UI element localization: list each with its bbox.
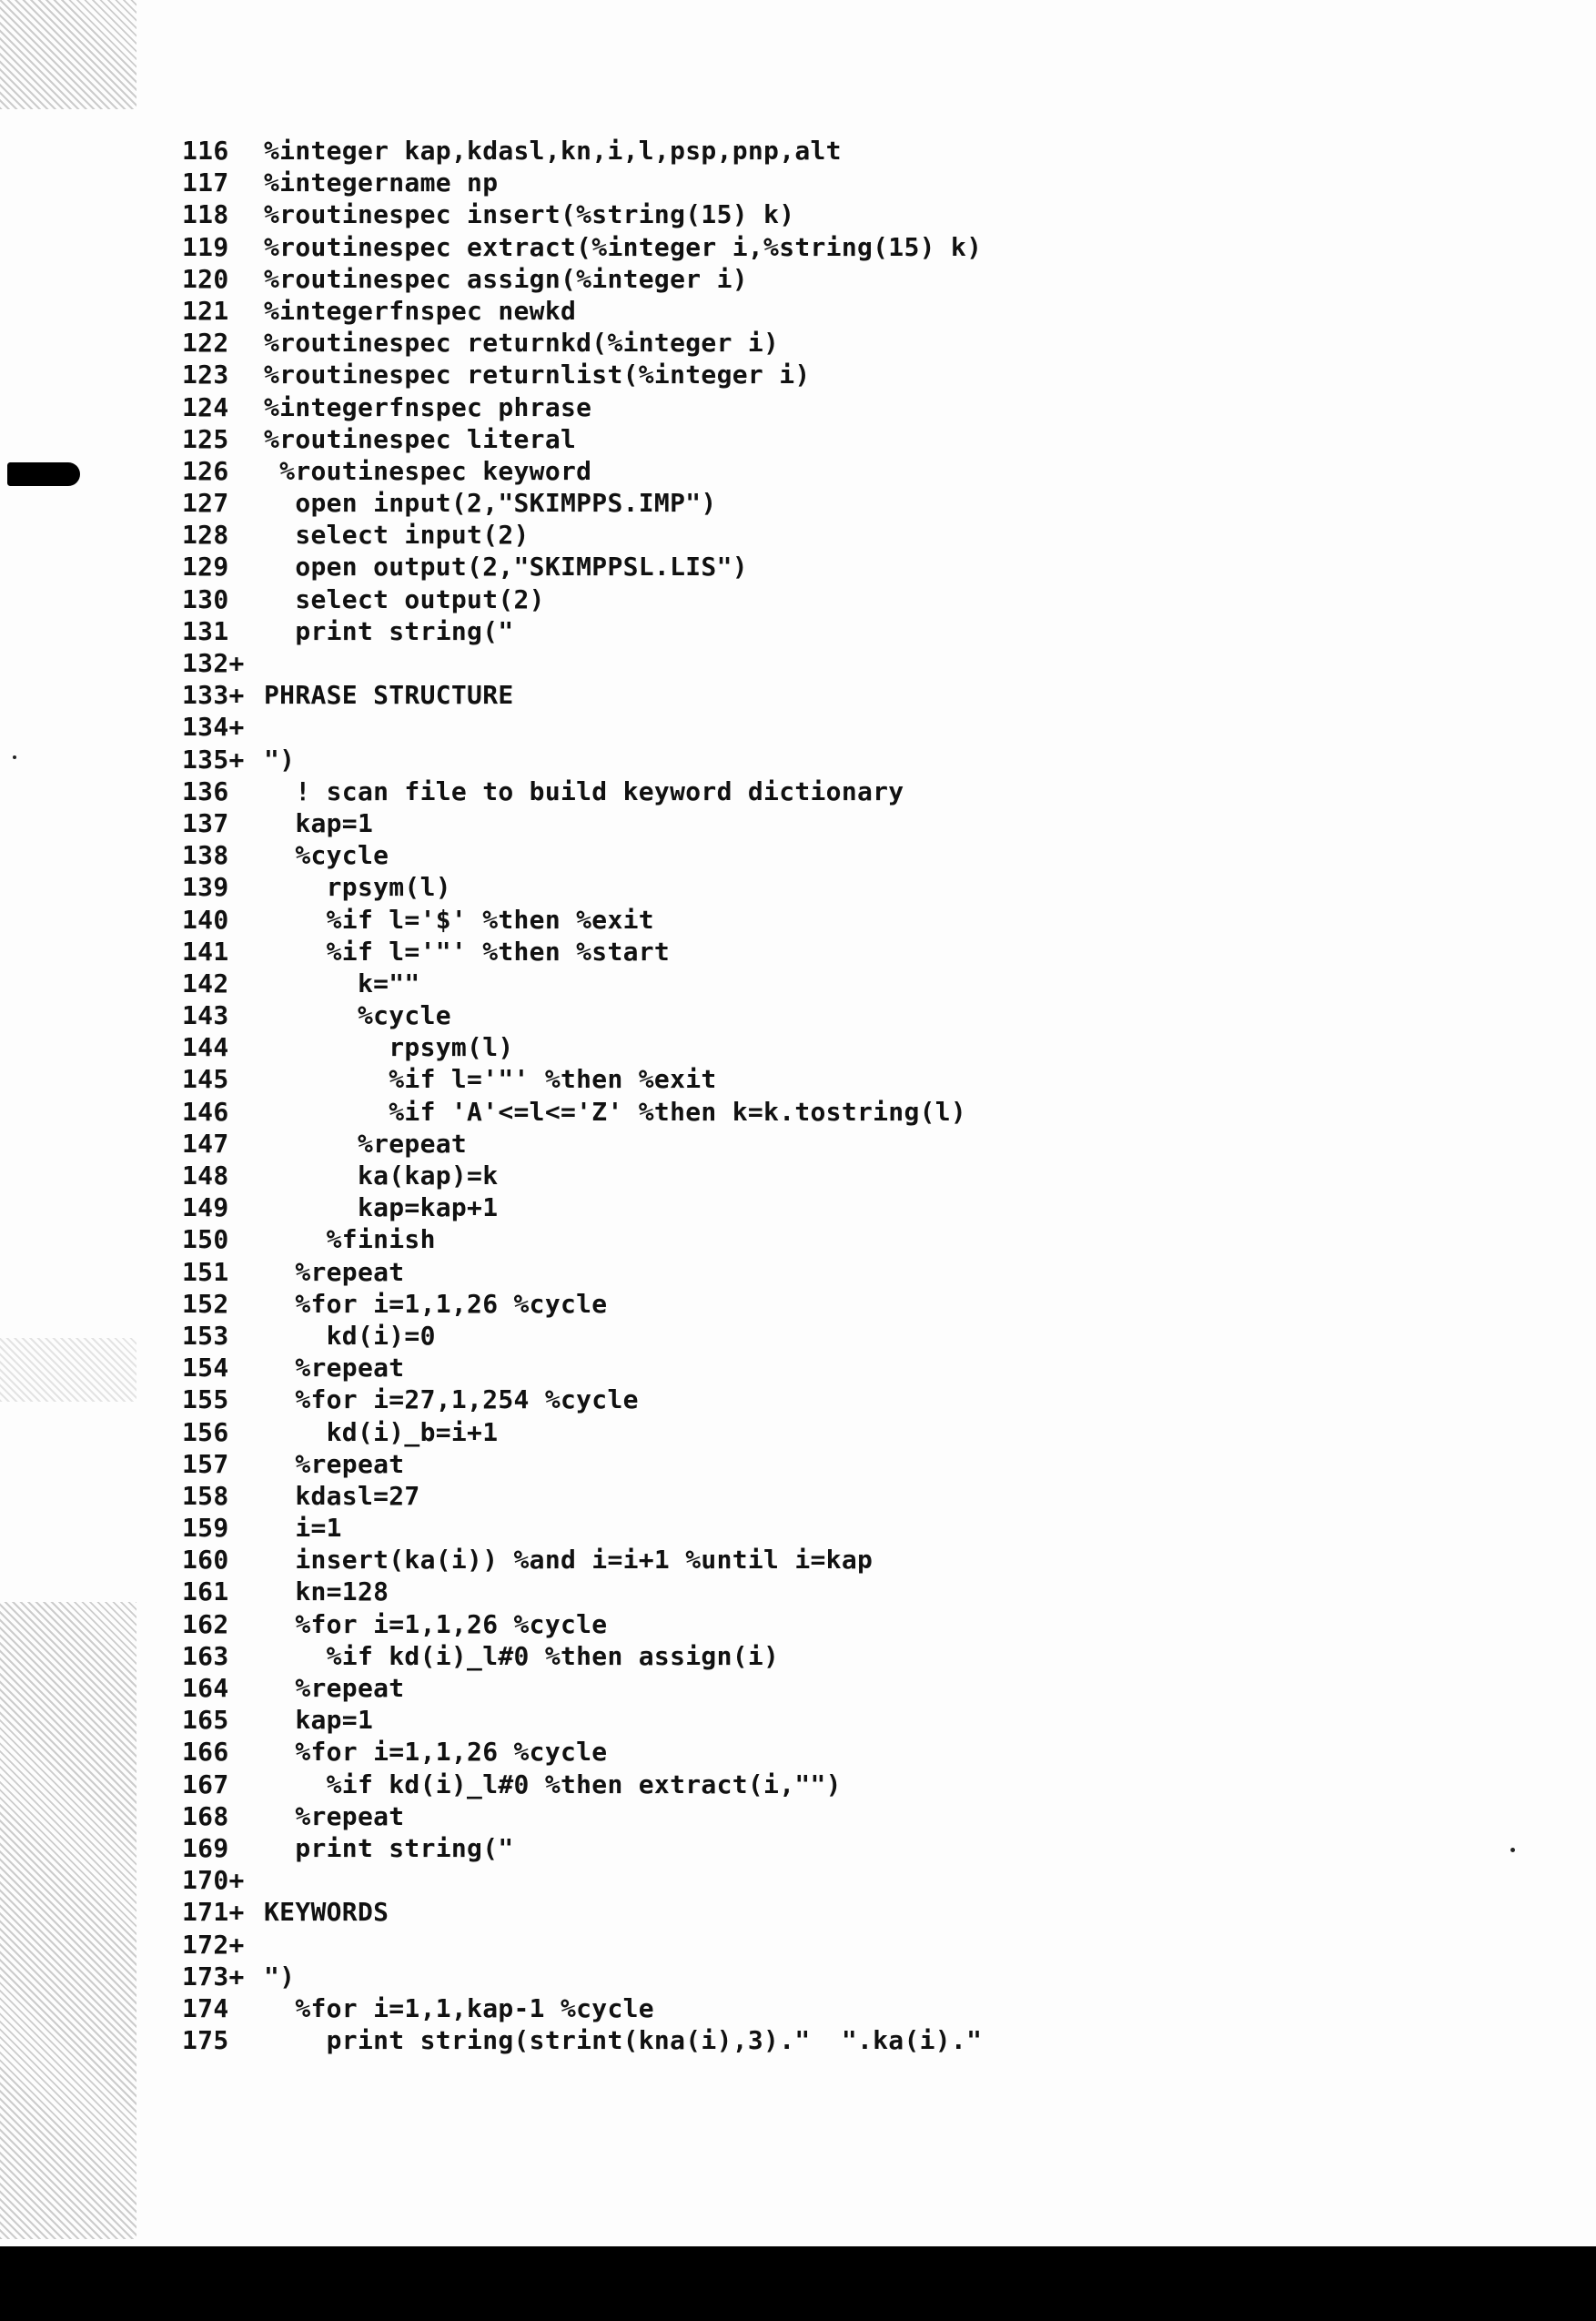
code-line bbox=[182, 263, 982, 295]
line-number: 170+ bbox=[182, 1865, 245, 1896]
code-line bbox=[182, 1608, 982, 1640]
line-code: %for i=1,1,26 %cycle bbox=[264, 1608, 608, 1639]
line-number: 173+ bbox=[182, 1961, 245, 1992]
line-number: 136 bbox=[182, 775, 229, 806]
line-number: 125 bbox=[182, 423, 229, 454]
line-code: %if l='"' %then %start bbox=[264, 936, 671, 967]
code-line bbox=[182, 455, 982, 487]
line-code: %repeat bbox=[264, 1256, 405, 1287]
line-number: 127 bbox=[182, 488, 229, 519]
line-code: kap=1 bbox=[264, 807, 374, 838]
line-code: %routinespec returnlist(%integer i) bbox=[264, 360, 811, 390]
line-code: open input(2,"SKIMPPS.IMP") bbox=[264, 488, 717, 519]
scan-bottom-edge bbox=[0, 2246, 1596, 2321]
scan-speck bbox=[13, 755, 16, 759]
line-code: print string(" bbox=[264, 1832, 514, 1863]
code-line bbox=[182, 231, 982, 263]
line-number: 165 bbox=[182, 1705, 229, 1736]
code-line bbox=[182, 1256, 982, 1288]
line-code: %repeat bbox=[264, 1800, 405, 1831]
line-code: %routinespec extract(%integer i,%string(15) k) bbox=[264, 231, 983, 262]
code-line bbox=[182, 487, 982, 519]
code-line bbox=[182, 744, 982, 775]
line-number: 157 bbox=[182, 1448, 229, 1479]
code-line bbox=[182, 1416, 982, 1448]
line-number: 163 bbox=[182, 1640, 229, 1671]
code-line bbox=[182, 2024, 982, 2056]
line-code: %cycle bbox=[264, 840, 389, 871]
code-line bbox=[182, 1191, 982, 1223]
line-code: %routinespec literal bbox=[264, 423, 577, 454]
code-line bbox=[182, 1736, 982, 1768]
line-code: %for i=27,1,254 %cycle bbox=[264, 1384, 639, 1415]
line-number: 161 bbox=[182, 1576, 229, 1607]
code-line bbox=[182, 775, 982, 807]
code-line bbox=[182, 359, 982, 390]
line-code: %for i=1,1,26 %cycle bbox=[264, 1288, 608, 1319]
line-number: 123 bbox=[182, 360, 229, 390]
line-code: %if 'A'<=l<='Z' %then k=k.tostring(l) bbox=[264, 1096, 967, 1127]
code-line bbox=[182, 423, 982, 455]
code-line bbox=[182, 1031, 982, 1063]
line-number: 162 bbox=[182, 1608, 229, 1639]
code-line bbox=[182, 904, 982, 936]
line-number: 158 bbox=[182, 1480, 229, 1511]
code-line bbox=[182, 936, 982, 968]
line-number: 160 bbox=[182, 1545, 229, 1576]
line-code: %cycle bbox=[264, 1000, 451, 1031]
line-number: 151 bbox=[182, 1256, 229, 1287]
line-code: rpsym(l) bbox=[264, 872, 451, 903]
line-code: %routinespec insert(%string(15) k) bbox=[264, 199, 795, 230]
line-code: %repeat bbox=[264, 1673, 405, 1703]
line-number: 155 bbox=[182, 1384, 229, 1415]
line-number: 174 bbox=[182, 1992, 229, 2023]
line-code: select output(2) bbox=[264, 583, 545, 614]
line-number: 120 bbox=[182, 263, 229, 294]
code-line bbox=[182, 871, 982, 903]
line-number: 141 bbox=[182, 936, 229, 967]
line-code: insert(ka(i)) %and i=i+1 %until i=kap bbox=[264, 1545, 874, 1576]
line-number: 168 bbox=[182, 1800, 229, 1831]
code-line bbox=[182, 1160, 982, 1191]
line-code: ") bbox=[264, 1961, 296, 1992]
code-line bbox=[182, 167, 982, 198]
line-number: 117 bbox=[182, 167, 229, 198]
code-line bbox=[182, 551, 982, 583]
line-code: kn=128 bbox=[264, 1576, 389, 1607]
line-number: 150 bbox=[182, 1224, 229, 1255]
line-number: 140 bbox=[182, 904, 229, 935]
line-code: kap=1 bbox=[264, 1705, 374, 1736]
line-code: ka(kap)=k bbox=[264, 1160, 499, 1191]
line-code: %if l='"' %then %exit bbox=[264, 1064, 717, 1095]
code-line bbox=[182, 327, 982, 359]
code-line bbox=[182, 198, 982, 230]
code-line bbox=[182, 839, 982, 871]
line-number: 119 bbox=[182, 231, 229, 262]
line-number: 147 bbox=[182, 1128, 229, 1159]
line-number: 164 bbox=[182, 1673, 229, 1703]
line-number: 139 bbox=[182, 872, 229, 903]
code-line bbox=[182, 1832, 982, 1864]
code-line bbox=[182, 1961, 982, 1992]
line-code: %routinespec keyword bbox=[264, 455, 592, 486]
code-line bbox=[182, 1544, 982, 1576]
scan-noise-mid bbox=[0, 1338, 136, 1402]
code-line bbox=[182, 1672, 982, 1704]
code-line bbox=[182, 1929, 982, 1961]
line-number: 142 bbox=[182, 968, 229, 998]
code-line bbox=[182, 711, 982, 743]
line-code: %if kd(i)_l#0 %then extract(i,"") bbox=[264, 1769, 842, 1799]
line-number: 134+ bbox=[182, 712, 245, 743]
line-code: select input(2) bbox=[264, 520, 530, 551]
code-line bbox=[182, 1448, 982, 1480]
code-line bbox=[182, 999, 982, 1031]
punch-hole-mark bbox=[7, 462, 80, 486]
line-number: 133+ bbox=[182, 680, 245, 711]
line-code: KEYWORDS bbox=[264, 1897, 389, 1928]
line-number: 124 bbox=[182, 391, 229, 422]
line-code: PHRASE STRUCTURE bbox=[264, 680, 514, 711]
scan-noise-top bbox=[0, 0, 136, 109]
line-code: %if l='$' %then %exit bbox=[264, 904, 654, 935]
line-number: 146 bbox=[182, 1096, 229, 1127]
line-code: open output(2,"SKIMPPSL.LIS") bbox=[264, 552, 748, 583]
line-number: 175 bbox=[182, 2025, 229, 2056]
code-line bbox=[182, 1223, 982, 1255]
line-code: print string(" bbox=[264, 615, 514, 646]
code-line bbox=[182, 968, 982, 999]
line-code: %routinespec assign(%integer i) bbox=[264, 263, 748, 294]
code-line bbox=[182, 1063, 982, 1095]
code-listing bbox=[182, 135, 982, 2056]
line-number: 156 bbox=[182, 1416, 229, 1447]
line-number: 137 bbox=[182, 807, 229, 838]
code-line bbox=[182, 1320, 982, 1352]
code-line bbox=[182, 1769, 982, 1800]
line-number: 159 bbox=[182, 1513, 229, 1544]
code-line bbox=[182, 1288, 982, 1320]
line-number: 131 bbox=[182, 615, 229, 646]
line-code: rpsym(l) bbox=[264, 1032, 514, 1063]
line-code: %repeat bbox=[264, 1448, 405, 1479]
line-code: %for i=1,1,26 %cycle bbox=[264, 1737, 608, 1768]
line-code: k="" bbox=[264, 968, 420, 998]
code-line bbox=[182, 1352, 982, 1383]
line-code: kd(i)_b=i+1 bbox=[264, 1416, 499, 1447]
scan-speck bbox=[1510, 1848, 1515, 1852]
code-line bbox=[182, 1864, 982, 1896]
code-line bbox=[182, 1383, 982, 1415]
code-line bbox=[182, 583, 982, 615]
line-number: 121 bbox=[182, 295, 229, 326]
line-number: 167 bbox=[182, 1769, 229, 1799]
code-line bbox=[182, 295, 982, 327]
line-code: kdasl=27 bbox=[264, 1480, 420, 1511]
line-code: %routinespec returnkd(%integer i) bbox=[264, 328, 780, 359]
line-code: %repeat bbox=[264, 1353, 405, 1383]
line-number: 128 bbox=[182, 520, 229, 551]
line-code: ! scan file to build keyword dictionary bbox=[264, 775, 904, 806]
code-line bbox=[182, 647, 982, 679]
line-number: 126 bbox=[182, 455, 229, 486]
line-number: 138 bbox=[182, 840, 229, 871]
line-number: 166 bbox=[182, 1737, 229, 1768]
code-line bbox=[182, 1640, 982, 1672]
scan-noise-lower bbox=[0, 1602, 136, 2239]
code-line bbox=[182, 1800, 982, 1832]
line-code: ") bbox=[264, 744, 296, 775]
code-line bbox=[182, 1480, 982, 1512]
line-code: kap=kap+1 bbox=[264, 1192, 499, 1223]
line-code: %finish bbox=[264, 1224, 436, 1255]
code-line bbox=[182, 1704, 982, 1736]
line-number: 129 bbox=[182, 552, 229, 583]
line-number: 172+ bbox=[182, 1929, 245, 1960]
line-code: %repeat bbox=[264, 1128, 468, 1159]
code-line bbox=[182, 1128, 982, 1160]
code-line bbox=[182, 1576, 982, 1607]
code-line bbox=[182, 679, 982, 711]
line-code: %integername np bbox=[264, 167, 499, 198]
line-number: 132+ bbox=[182, 648, 245, 678]
line-number: 169 bbox=[182, 1832, 229, 1863]
line-number: 154 bbox=[182, 1353, 229, 1383]
line-code: %integer kap,kdasl,kn,i,l,psp,pnp,alt bbox=[264, 136, 842, 166]
line-code: %integerfnspec newkd bbox=[264, 295, 577, 326]
code-line bbox=[182, 391, 982, 423]
code-line bbox=[182, 615, 982, 647]
line-number: 122 bbox=[182, 328, 229, 359]
line-code: %for i=1,1,kap-1 %cycle bbox=[264, 1992, 654, 2023]
line-number: 143 bbox=[182, 1000, 229, 1031]
code-line bbox=[182, 135, 982, 167]
line-number: 118 bbox=[182, 199, 229, 230]
line-number: 135+ bbox=[182, 744, 245, 775]
line-number: 145 bbox=[182, 1064, 229, 1095]
code-line bbox=[182, 807, 982, 839]
line-number: 116 bbox=[182, 136, 229, 166]
code-line bbox=[182, 1096, 982, 1128]
code-line bbox=[182, 1512, 982, 1544]
line-number: 152 bbox=[182, 1288, 229, 1319]
line-code: i=1 bbox=[264, 1513, 342, 1544]
line-number: 130 bbox=[182, 583, 229, 614]
code-line bbox=[182, 1896, 982, 1928]
line-number: 149 bbox=[182, 1192, 229, 1223]
line-code: %integerfnspec phrase bbox=[264, 391, 592, 422]
line-number: 171+ bbox=[182, 1897, 245, 1928]
line-number: 144 bbox=[182, 1032, 229, 1063]
line-code: kd(i)=0 bbox=[264, 1320, 436, 1351]
line-number: 148 bbox=[182, 1160, 229, 1191]
line-number: 153 bbox=[182, 1320, 229, 1351]
code-line bbox=[182, 519, 982, 551]
line-code: %if kd(i)_l#0 %then assign(i) bbox=[264, 1640, 780, 1671]
code-line bbox=[182, 1992, 982, 2024]
line-code: print string(strint(kna(i),3)." ".ka(i)." bbox=[264, 2025, 983, 2056]
